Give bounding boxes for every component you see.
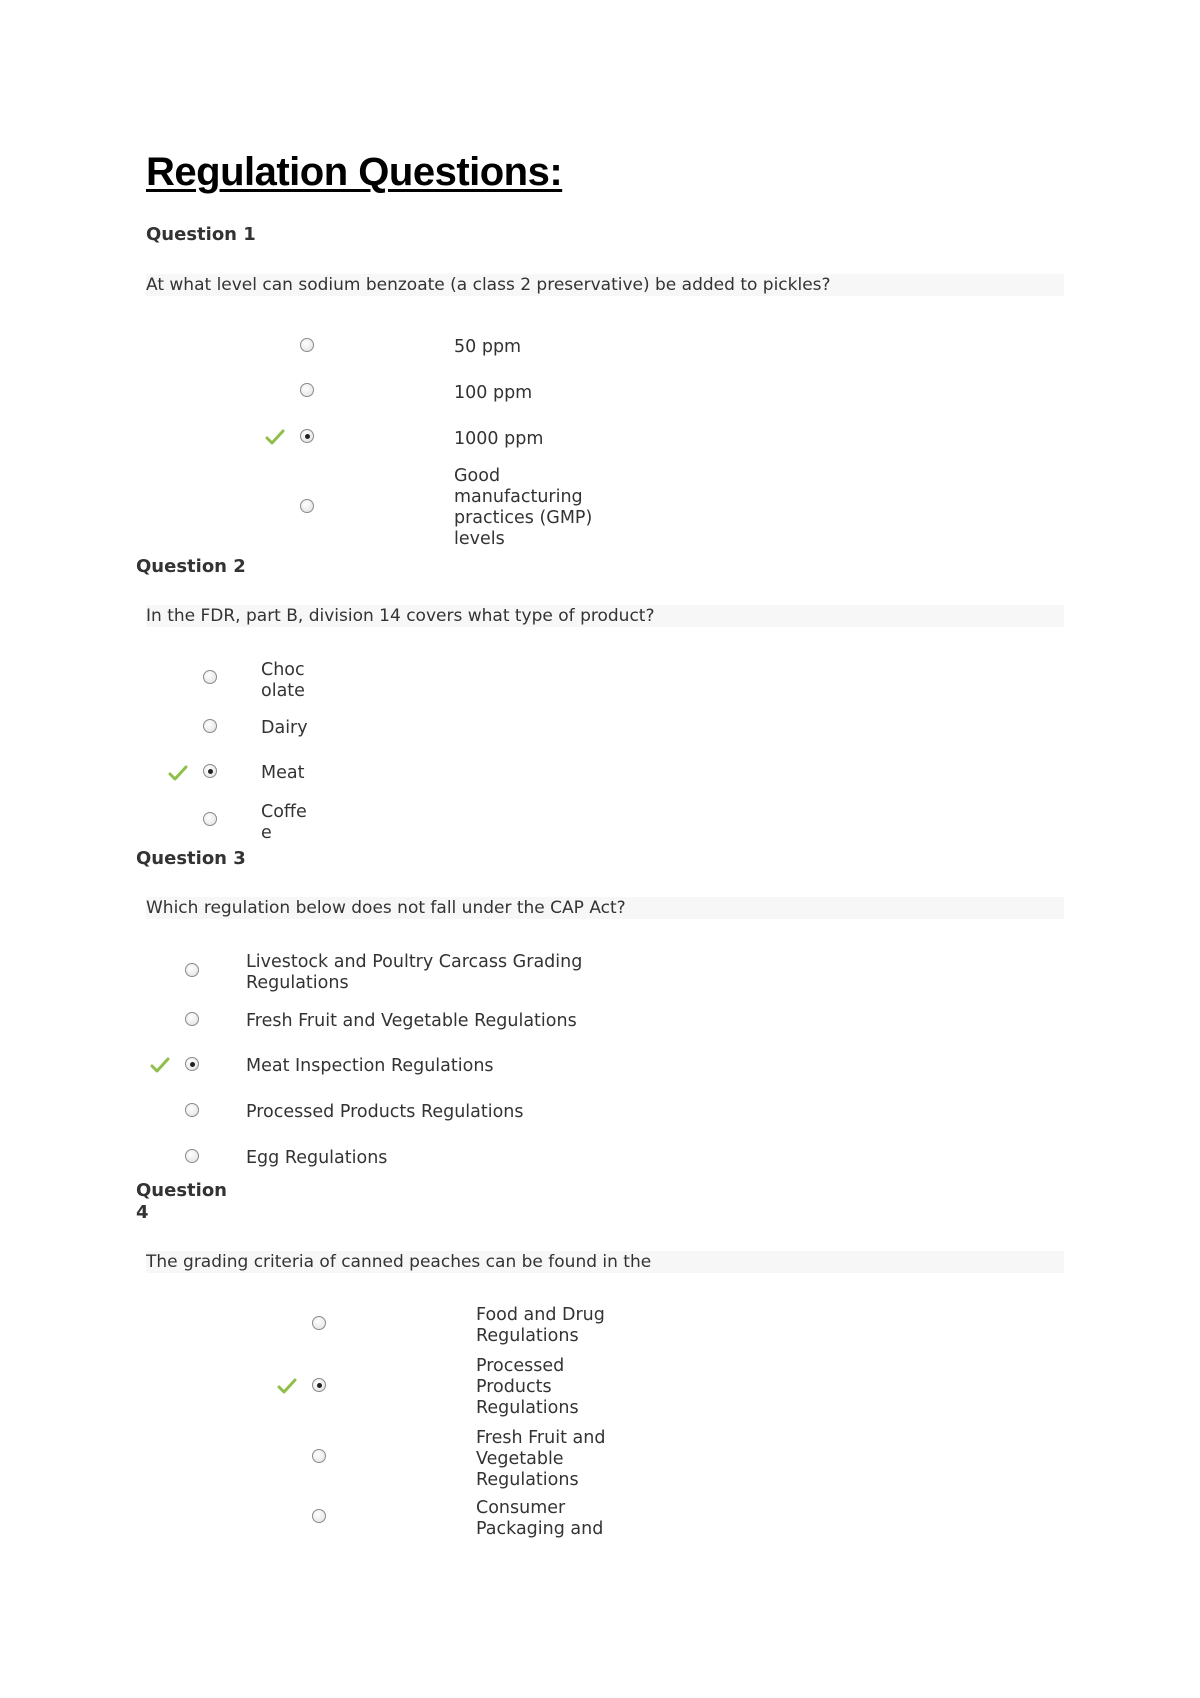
radio-option[interactable] [300,499,314,513]
document-title: Regulation Questions: [146,150,563,194]
option-label: 50 ppm [454,337,522,357]
question-heading: Question 4 [136,1180,227,1223]
radio-option[interactable] [312,1316,326,1330]
option-label: Meat [261,763,305,783]
check-mark-icon [150,1057,170,1073]
question-heading: Question 1 [146,224,256,245]
option-label: Processed Products Regulations [246,1102,524,1122]
option-label: Fresh Fruit and Vegetable Regulations [476,1428,606,1490]
radio-option[interactable] [300,338,314,352]
question-text: In the FDR, part B, division 14 covers what type of product? [146,605,1064,627]
option-label: Consumer Packaging and [476,1498,604,1539]
option-label: Meat Inspection Regulations [246,1056,494,1076]
question-heading: Question 2 [136,556,246,577]
radio-option-selected[interactable] [185,1057,199,1071]
radio-option[interactable] [312,1509,326,1523]
radio-option[interactable] [300,383,314,397]
option-label: Coffe e [261,802,307,843]
radio-option[interactable] [203,812,217,826]
radio-option[interactable] [203,670,217,684]
option-label: Egg Regulations [246,1148,388,1168]
check-mark-icon [277,1378,297,1394]
option-label: Dairy [261,718,308,738]
check-mark-icon [265,429,285,445]
radio-option[interactable] [312,1449,326,1463]
option-label: Food and Drug Regulations [476,1305,605,1346]
option-label: Processed Products Regulations [476,1356,579,1418]
radio-option[interactable] [185,1012,199,1026]
option-label: 100 ppm [454,383,533,403]
question-text: Which regulation below does not fall under the CAP Act? [146,897,1064,919]
radio-option[interactable] [185,1149,199,1163]
check-mark-icon [168,765,188,781]
radio-option-selected[interactable] [300,429,314,443]
radio-option[interactable] [185,963,199,977]
option-label: Livestock and Poultry Carcass Grading Regulations [246,952,583,993]
question-heading: Question 3 [136,848,246,869]
option-label: Good manufacturing practices (GMP) levels [454,466,593,549]
radio-option[interactable] [203,719,217,733]
question-text: At what level can sodium benzoate (a class 2 preservative) be added to pickles? [146,274,1064,296]
radio-option-selected[interactable] [203,764,217,778]
option-label: Fresh Fruit and Vegetable Regulations [246,1011,577,1031]
radio-option[interactable] [185,1103,199,1117]
option-label: 1000 ppm [454,429,544,449]
radio-option-selected[interactable] [312,1378,326,1392]
question-text: The grading criteria of canned peaches can be found in the [146,1251,1064,1273]
option-label: Choc olate [261,660,305,701]
